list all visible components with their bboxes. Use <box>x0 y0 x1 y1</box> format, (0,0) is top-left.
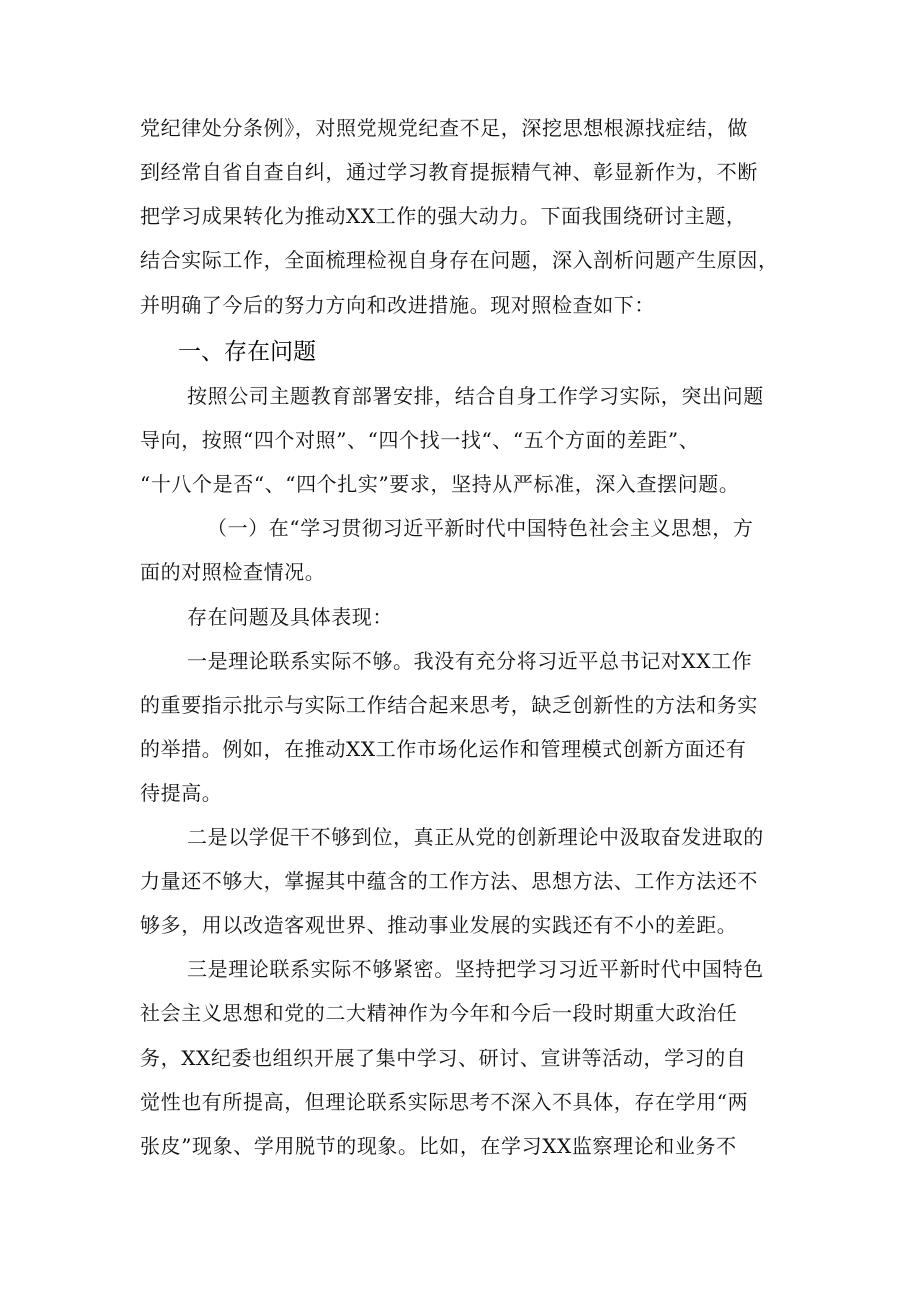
intro-line: 并明确了今后的努力方向和改进措施。现对照检查如下： <box>140 293 655 317</box>
subsection-heading-line: 面的对照检查情况。 <box>140 560 326 584</box>
section-intro-line: 导向，按照“四个对照”、“四个找一找“、“五个方面的差距”、 <box>140 428 700 452</box>
item3-line: 社会主义思想和党的二大精神作为今年和今后一段时期重大政治任 <box>140 1001 738 1025</box>
item1-line: 的重要指示批示与实际工作结合起来思考，缺乏创新性的方法和务实 <box>140 693 758 717</box>
item1-line: 的举措。例如，在推动XX工作市场化运作和管理模式创新方面还有 <box>140 737 747 761</box>
item1-line: 待提高。 <box>140 781 223 805</box>
item3-line: 务，XX纪委也组织开展了集中学习、研讨、宣讲等活动，学习的自 <box>140 1046 747 1070</box>
section-intro-line: 按照公司主题教育部署安排，结合自身工作学习实际，突出问题 <box>187 384 764 408</box>
problems-label: 存在问题及具体表现： <box>187 605 393 629</box>
item2-line: 力量还不够大，掌握其中蕴含的工作方法、思想方法、工作方法还不 <box>140 869 758 893</box>
item1-line: 一是理论联系实际不够。我没有充分将习近平总书记对XX工作 <box>187 649 753 673</box>
intro-line: 把学习成果转化为推动XX工作的强大动力。下面我围绕研讨主题， <box>140 204 747 228</box>
section-heading: 一、存在问题 <box>178 339 316 365</box>
intro-line: 结合实际工作，全面梳理检视自身存在问题，深入剖析问题产生原因， <box>140 248 779 272</box>
item3-line: 觉性也有所提高，但理论联系实际思考不深入不具体，存在学用“两 <box>140 1090 749 1114</box>
intro-line: 到经常自省自查自纠，通过学习教育提振精气神、彰显新作为，不断 <box>140 160 758 184</box>
subsection-heading-line: （一）在“学习贯彻习近平新时代中国特色社会主义思想，方 <box>207 516 754 540</box>
section-intro-line: “十八个是否“、“四个扎实”要求，坚持从严标准，深入查摆问题。 <box>140 472 740 496</box>
item2-line: 二是以学促干不够到位，真正从党的创新理论中汲取奋发进取的 <box>187 825 764 849</box>
item3-line: 张皮”现象、学用脱节的现象。比如，在学习XX监察理论和业务不 <box>140 1134 737 1158</box>
item3-line: 三是理论联系实际不够紧密。坚持把学习习近平新时代中国特色 <box>187 957 764 981</box>
intro-line: 党纪律处分条例》，对照党规党纪查不足，深挖思想根源找症结，做 <box>140 116 748 140</box>
item2-line: 够多，用以改造客观世界、推动事业发展的实践还有不小的差距。 <box>140 913 738 937</box>
